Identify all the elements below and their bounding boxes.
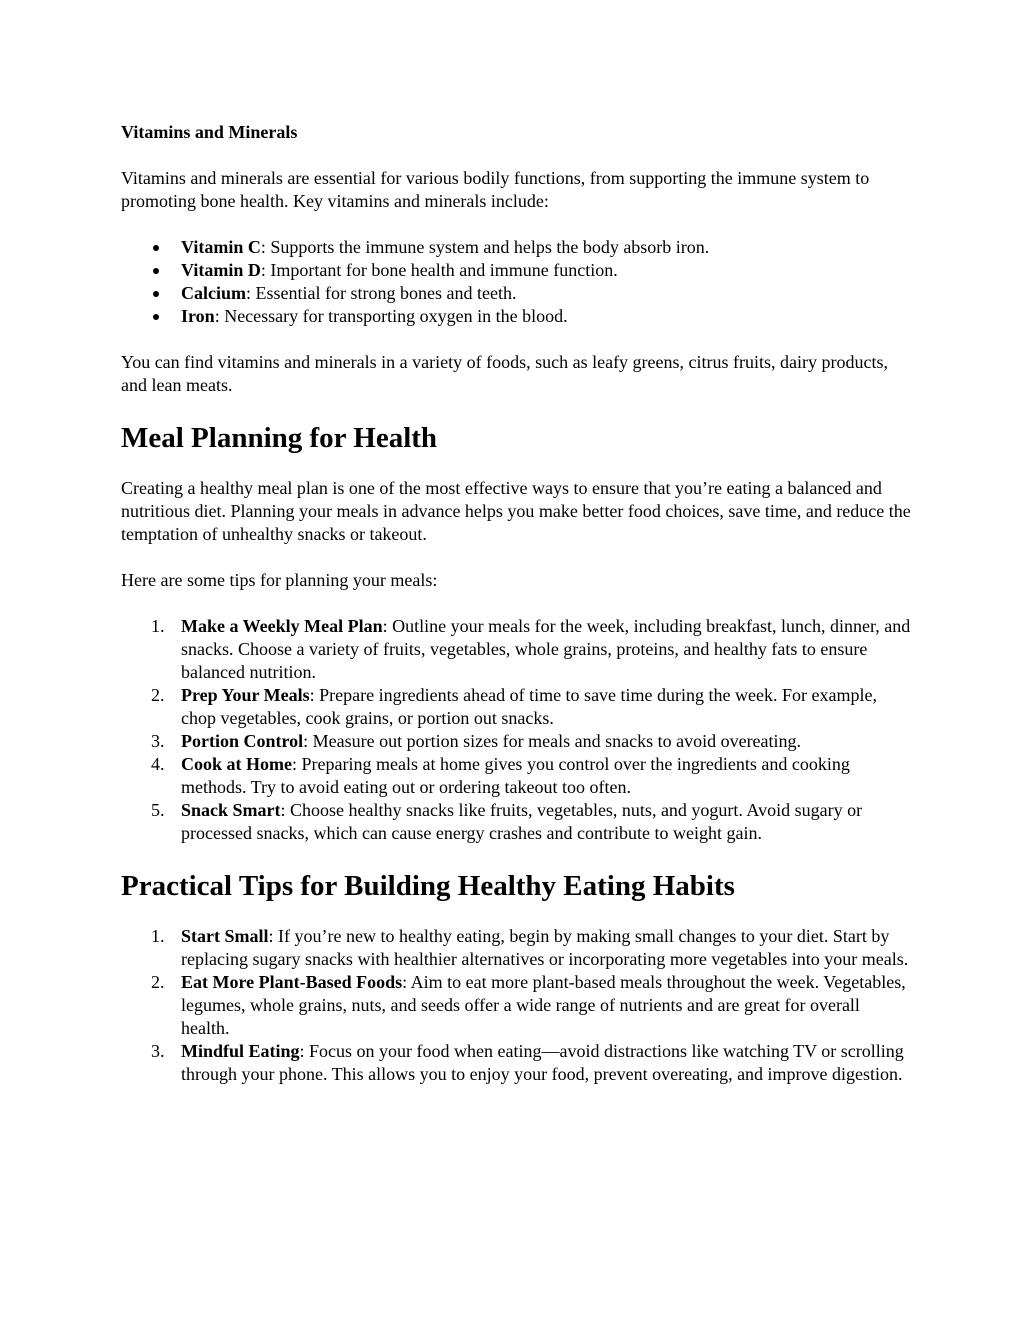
list-item-desc: : If you’re new to healthy eating, begin by making small changes to your diet. Start by replacing sugary snacks with healthier alternatives or incorporating more vegetables into your meals.: [181, 926, 909, 969]
habits-heading: Practical Tips for Building Healthy Eating Habits: [121, 870, 735, 902]
list-item-term: Cook at Home: [181, 754, 292, 774]
list-item-number: 4.: [151, 754, 165, 774]
list-item-term: Make a Weekly Meal Plan: [181, 616, 383, 636]
list-item-desc: : Necessary for transporting oxygen in the blood.: [214, 306, 568, 326]
list-item-desc: : Outline your meals for the week, including breakfast, lunch, dinner, and snacks. Choose a variety of fruits, vegetables, whole grains, proteins, and healthy fats to ensure balanced nutrition.: [181, 616, 911, 682]
list-item-term: Portion Control: [181, 731, 304, 751]
meal-planning-tips-intro: Here are some tips for planning your meals:: [121, 570, 438, 590]
list-item-number: 1.: [151, 616, 165, 636]
list-item-desc: : Supports the immune system and helps the body absorb iron.: [260, 237, 710, 257]
list-item-number: 5.: [151, 800, 165, 820]
meal-planning-intro: Creating a healthy meal plan is one of the most effective ways to ensure that you’re eating a balanced and nutritious diet. Planning your meals in advance helps you make better food choices, save time, and reduce the temptation of unhealthy snacks or takeout.: [121, 478, 911, 544]
habits-list: [121, 925, 911, 1086]
list-item-term: Prep Your Meals: [181, 685, 310, 705]
document-page: [121, 121, 911, 1109]
meal-planning-list: [121, 615, 911, 845]
list-item-number: 2.: [151, 972, 165, 992]
list-item-iron: [121, 305, 911, 328]
vitamins-intro: Vitamins and minerals are essential for various bodily functions, from supporting the immune system to promoting bone health. Key vitamins and minerals include:: [121, 168, 870, 211]
list-item-term: Eat More Plant-Based Foods: [181, 972, 403, 992]
list-item-vitamin-c: [121, 236, 911, 259]
list-item-desc: : Essential for strong bones and teeth.: [246, 283, 517, 303]
list-item-desc: : Prepare ingredients ahead of time to save time during the week. For example, chop vegetables, cook grains, or portion out snacks.: [181, 685, 877, 728]
list-item-term: Vitamin C: [181, 237, 261, 257]
vitamins-list: [121, 236, 911, 328]
list-item-cook-home: [121, 753, 911, 799]
list-item-term: Vitamin D: [181, 260, 261, 280]
list-item-prep-meals: [121, 684, 911, 730]
list-item-desc: : Aim to eat more plant-based meals throughout the week. Vegetables, legumes, whole grains, nuts, and seeds offer a wide range of nutrients and are great for overall health.: [181, 972, 906, 1038]
list-item-desc: : Preparing meals at home gives you control over the ingredients and cooking methods. Try to avoid eating out or ordering takeout too often.: [181, 754, 850, 797]
list-item-snack-smart: [121, 799, 911, 845]
list-item-desc: : Measure out portion sizes for meals and snacks to avoid overeating.: [303, 731, 802, 751]
list-item-number: 1.: [151, 926, 165, 946]
list-item-desc: : Focus on your food when eating—avoid distractions like watching TV or scrolling through your phone. This allows you to enjoy your food, prevent overeating, and improve digestion.: [181, 1041, 904, 1084]
list-item-number: 3.: [151, 1041, 165, 1061]
list-item-plant-based: [121, 971, 911, 1040]
meal-planning-heading: Meal Planning for Health: [121, 422, 438, 454]
list-item-calcium: [121, 282, 911, 305]
list-item-desc: : Important for bone health and immune function.: [260, 260, 618, 280]
list-item-number: 3.: [151, 731, 165, 751]
list-item-portion-control: [121, 730, 911, 753]
list-item-term: Iron: [181, 306, 215, 326]
list-item-start-small: [121, 925, 911, 971]
list-item-weekly-plan: [121, 615, 911, 684]
list-item-vitamin-d: [121, 259, 911, 282]
list-item-term: Calcium: [181, 283, 246, 303]
list-item-term: Mindful Eating: [181, 1041, 300, 1061]
vitamins-outro: You can find vitamins and minerals in a variety of foods, such as leafy greens, citrus fruits, dairy products, and lean meats.: [121, 352, 888, 395]
list-item-term: Start Small: [181, 926, 269, 946]
list-item-number: 2.: [151, 685, 165, 705]
list-item-desc: : Choose healthy snacks like fruits, vegetables, nuts, and yogurt. Avoid sugary or processed snacks, which can cause energy crashes and contribute to weight gain.: [181, 800, 863, 843]
list-item-mindful-eating: [121, 1040, 911, 1086]
vitamins-heading: Vitamins and Minerals: [121, 122, 298, 142]
list-item-term: Snack Smart: [181, 800, 281, 820]
